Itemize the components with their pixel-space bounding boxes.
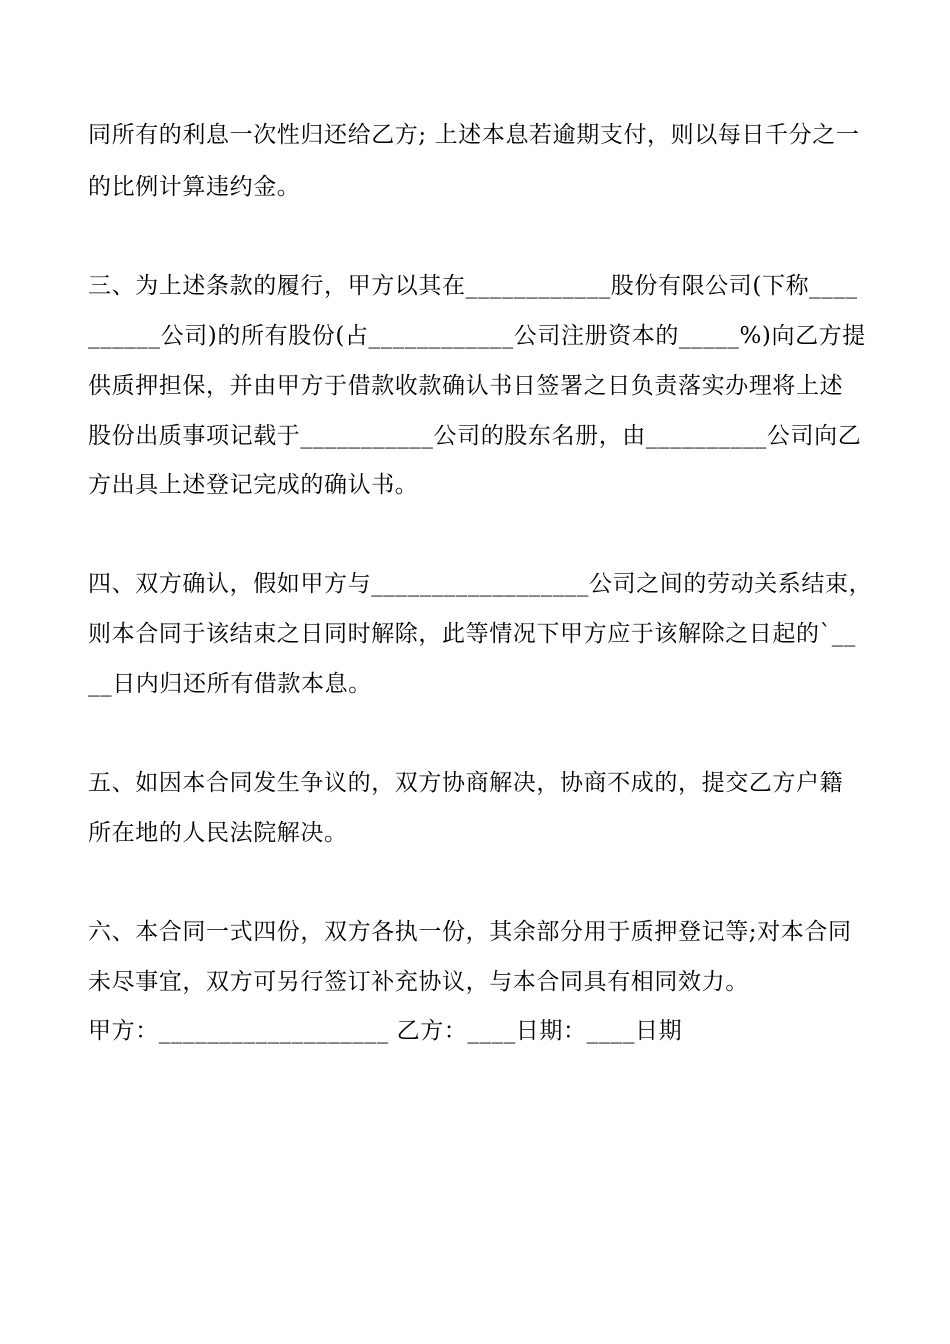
clause-3-line: 股份出质事项记载于___________公司的股东名册，由__________公司向乙 xyxy=(88,423,862,449)
clause-4-line: __日内归还所有借款本息。 xyxy=(88,671,372,697)
signature-line: 甲方：___________________ 乙方：____日期：____日期 xyxy=(88,1018,683,1044)
clause-5-line: 五、如因本合同发生争议的，双方协商解决，协商不成的，提交乙方户籍 xyxy=(88,770,844,796)
clause-4-line: 则本合同于该结束之日同时解除，此等情况下甲方应于该解除之日起的`__ xyxy=(88,621,856,647)
clause-6-line: 未尽事宜，双方可另行签订补充协议，与本合同具有相同效力。 xyxy=(88,969,749,995)
clause-6-line: 六、本合同一式四份，双方各执一份，其余部分用于质押登记等;对本合同 xyxy=(88,919,852,945)
clause-3-line: ______公司)的所有股份(占____________公司注册资本的_____%)向乙方提 xyxy=(88,323,866,349)
clause-4-line: 四、双方确认，假如甲方与__________________公司之间的劳动关系结束， xyxy=(88,571,873,597)
paragraph-line: 同所有的利息一次性归还给乙方; 上述本息若逾期支付，则以每日千分之一 xyxy=(88,122,860,148)
clause-3-line: 供质押担保，并由甲方于借款收款确认书日签署之日负责落实办理将上述 xyxy=(88,373,844,399)
paragraph-line: 的比例计算违约金。 xyxy=(88,174,301,200)
clause-3-line: 方出具上述登记完成的确认书。 xyxy=(88,472,419,498)
clause-3-line: 三、为上述条款的履行，甲方以其在____________股份有限公司(下称____ xyxy=(88,273,858,299)
clause-5-line: 所在地的人民法院解决。 xyxy=(88,820,348,846)
